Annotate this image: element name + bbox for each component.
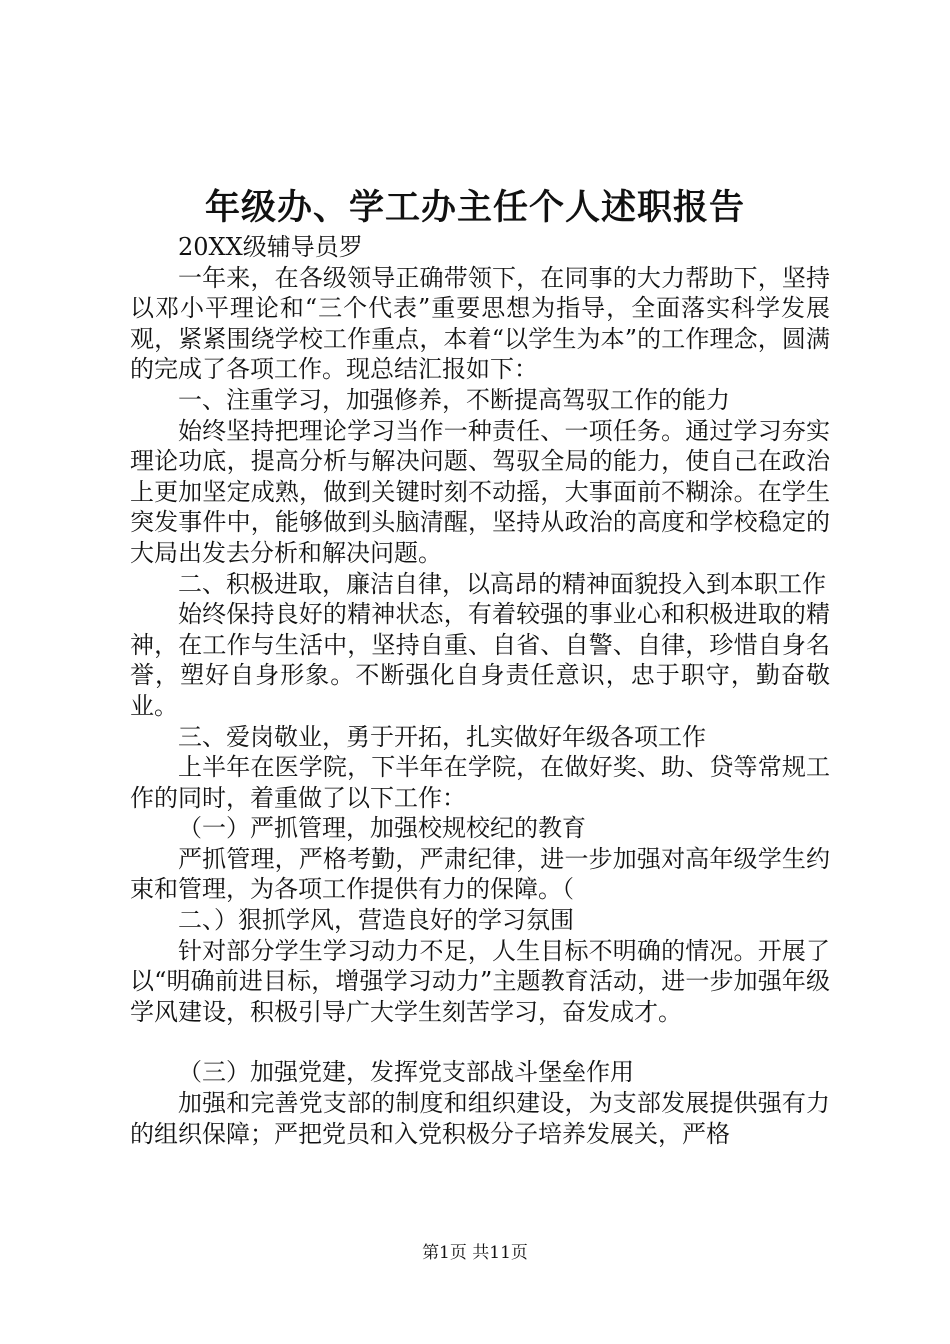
paragraph-subsection-3: 加强和完善党支部的制度和组织建设，为支部发展提供强有力的组织保障；严把党员和入党积极分子培养发展关，严格 (130, 1089, 830, 1148)
paragraph-section-2: 始终保持良好的精神状态，有着较强的事业心和积极进取的精神，在工作与生活中，坚持自重、自省、自警、自律，珍惜自身名誉，塑好自身形象。不断强化自身责任意识，忠于职守，勤奋敬业。 (130, 600, 830, 720)
page-footer: 第1页 共11页 (422, 1243, 528, 1263)
section-heading-3: 三、爱岗敬业，勇于开拓，扎实做好年级各项工作 (178, 722, 706, 751)
document-title: 年级办、学工办主任个人述职报告 (204, 187, 745, 228)
subsection-heading-1: （一）严抓管理，加强校规校纪的教育 (178, 814, 586, 843)
subsection-heading-2: 二、）狠抓学风，营造良好的学习氛围 (178, 906, 574, 935)
paragraph-section-1: 始终坚持把理论学习当作一种责任、一项任务。通过学习夯实理论功底，提高分析与解决问题、驾驭全局的能力，使自己在政治上更加坚定成熟，做到关键时刻不动摇，大事面前不糊涂。在学生突发事件中，能够做到头脑清醒，坚持从政治的高度和学校稳定的大局出发去分析和解决问题。 (130, 416, 830, 567)
paragraph-subsection-1: 严抓管理，严格考勤，严肃纪律，进一步加强对高年级学生约束和管理，为各项工作提供有力的保障。（ (130, 844, 830, 904)
paragraph-intro: 一年来，在各级领导正确带领下，在同事的大力帮助下，坚持以邓小平理论和“三个代表”重要思想为指导，全面落实科学发展观，紧紧围绕学校工作重点，本着“以学生为本”的工作理念，圆满的完成了各项工作。现总结汇报如下： (130, 263, 830, 384)
paragraph-subsection-2: 针对部分学生学习动力不足，人生目标不明确的情况。开展了以“明确前进目标，增强学习动力”主题教育活动，进一步加强年级学风建设，积极引导广大学生刻苦学习，奋发成才。 (130, 936, 830, 1026)
subsection-heading-3: （三）加强党建，发挥党支部战斗堡垒作用 (178, 1058, 634, 1087)
document-body (130, 232, 830, 1149)
paragraph-section-3: 上半年在医学院，下半年在学院，在做好奖、助、贷等常规工作的同时，着重做了以下工作： (130, 753, 830, 812)
section-heading-2: 二、积极进取，廉洁自律，以高昂的精神面貌投入到本职工作 (178, 569, 826, 598)
section-heading-1: 一、注重学习，加强修养，不断提高驾驭工作的能力 (178, 385, 730, 414)
author-line: 20XX级辅导员罗 (178, 233, 363, 261)
